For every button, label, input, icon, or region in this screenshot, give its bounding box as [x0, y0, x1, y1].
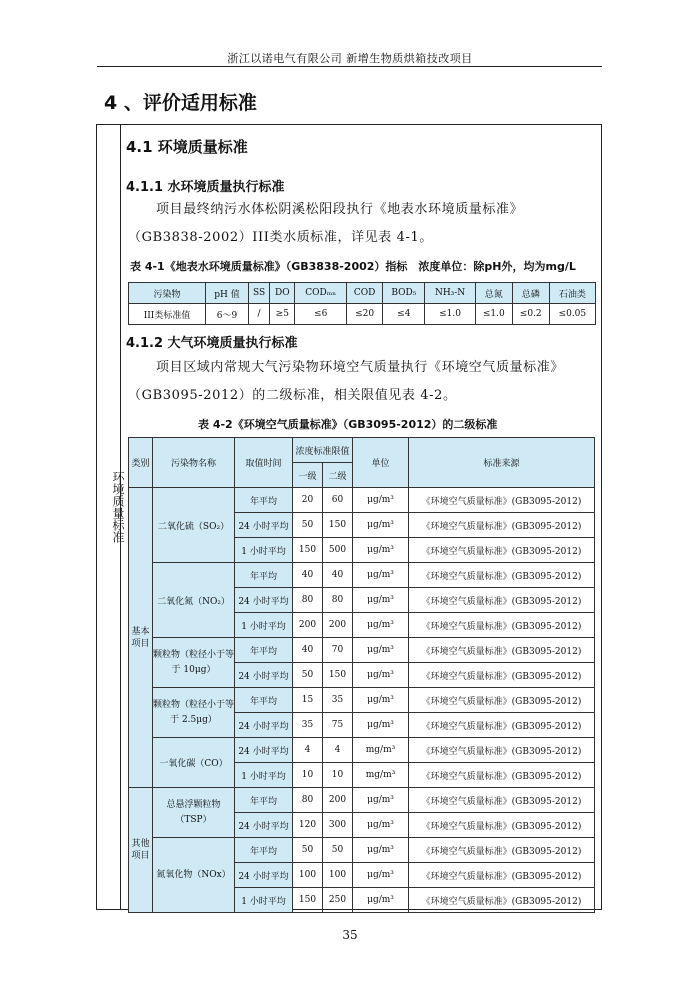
cell: mg/m³: [353, 738, 409, 763]
header-cell: DO: [270, 283, 295, 304]
table-row: [129, 638, 595, 663]
cell: 80: [323, 588, 353, 613]
header-rule: [97, 66, 602, 67]
side-label: 环境质量标准: [111, 471, 125, 543]
cell: 80: [293, 588, 323, 613]
cell: 年平均: [235, 488, 293, 513]
cell: μg/m³: [353, 638, 409, 663]
cell: 24 小时平均: [235, 813, 293, 838]
header-cell: 总磷: [512, 283, 549, 304]
cell: 《环境空气质量标准》(GB3095-2012): [409, 688, 595, 713]
cell: 75: [323, 713, 353, 738]
cell: μg/m³: [353, 663, 409, 688]
cell: 300: [323, 813, 353, 838]
header-cell: BOD₅: [383, 283, 425, 304]
cell: 24 小时平均: [235, 663, 293, 688]
cell: μg/m³: [353, 813, 409, 838]
cell: 70: [323, 638, 353, 663]
header-cell: COD: [346, 283, 382, 304]
header-cell: 石油类: [549, 283, 595, 304]
header-cell: CODₘₙ: [295, 283, 347, 304]
cell: μg/m³: [353, 613, 409, 638]
cell: ≥5: [270, 304, 295, 325]
header-time: 取值时间: [235, 438, 293, 488]
cell: 100: [293, 863, 323, 888]
pollutant-co: 一氧化碳（CO）: [153, 738, 235, 788]
cell: 《环境空气质量标准》(GB3095-2012): [409, 488, 595, 513]
cell: 60: [323, 488, 353, 513]
cell: 150: [323, 663, 353, 688]
header-cell: 污染物: [129, 283, 206, 304]
cell: 《环境空气质量标准》(GB3095-2012): [409, 563, 595, 588]
header-cell: SS: [248, 283, 269, 304]
cell: 年平均: [235, 563, 293, 588]
cell: 《环境空气质量标准》(GB3095-2012): [409, 813, 595, 838]
pollutant-tsp: 总悬浮颗粒物（TSP）: [153, 788, 235, 838]
group-other: 其他项目: [129, 788, 153, 913]
cell: ≤0.2: [512, 304, 549, 325]
header-cell: 总氮: [475, 283, 512, 304]
cell: 《环境空气质量标准》(GB3095-2012): [409, 538, 595, 563]
cell: 《环境空气质量标准》(GB3095-2012): [409, 588, 595, 613]
cell: 《环境空气质量标准》(GB3095-2012): [409, 863, 595, 888]
cell: 年平均: [235, 788, 293, 813]
header-category: 类别: [129, 438, 153, 488]
cell: 24 小时平均: [235, 738, 293, 763]
table-4-1-caption: 表 4-1《地表水环境质量标准》（GB3838-2002）指标 浓度单位：除pH外，均为mg/L: [130, 260, 576, 273]
page-number: 35: [342, 928, 358, 942]
cell: 35: [293, 713, 323, 738]
cell: 200: [323, 788, 353, 813]
heading-4-1-1: 4.1.1 水环境质量执行标准: [126, 180, 285, 195]
table-4-1: [128, 282, 596, 325]
cell: 250: [323, 888, 353, 913]
pollutant-pm10: 颗粒物（粒径小于等于 10μg）: [153, 638, 235, 688]
pollutant-pm25: 颗粒物（粒径小于等于 2.5μg）: [153, 688, 235, 738]
side-column: [97, 125, 125, 909]
header-pollutant: 污染物名称: [153, 438, 235, 488]
cell: 1 小时平均: [235, 613, 293, 638]
cell: ≤1.0: [425, 304, 476, 325]
header-source: 标准来源: [409, 438, 595, 488]
cell: 《环境空气质量标准》(GB3095-2012): [409, 638, 595, 663]
header-limit: 浓度标准限值: [293, 438, 353, 463]
header-cell: pH 值: [206, 283, 249, 304]
table-row: [129, 488, 595, 513]
table-row: [129, 738, 595, 763]
cell: 6～9: [206, 304, 249, 325]
cell: μg/m³: [353, 863, 409, 888]
pollutant-nox: 氮氧化物（NOx）: [153, 838, 235, 913]
cell: 4: [293, 738, 323, 763]
cell: μg/m³: [353, 838, 409, 863]
cell: 50: [293, 513, 323, 538]
cell: 200: [293, 613, 323, 638]
group-basic: 基本项目: [129, 488, 153, 788]
cell: 100: [323, 863, 353, 888]
cell: 1 小时平均: [235, 538, 293, 563]
cell: 120: [293, 813, 323, 838]
cell: μg/m³: [353, 888, 409, 913]
cell: ≤20: [346, 304, 382, 325]
cell: 1 小时平均: [235, 888, 293, 913]
table-row: [129, 563, 595, 588]
cell: 50: [293, 838, 323, 863]
cell: μg/m³: [353, 513, 409, 538]
cell: 《环境空气质量标准》(GB3095-2012): [409, 713, 595, 738]
cell: μg/m³: [353, 688, 409, 713]
table-row: [129, 788, 595, 813]
table-row: [129, 688, 595, 713]
header-unit: 单位: [353, 438, 409, 488]
paragraph-water-line1: 项目最终纳污水体松阴溪松阳段执行《地表水环境质量标准》: [156, 202, 524, 217]
paragraph-air-line2: （GB3095-2012）的二级标准，相关限值见表 4-2。: [128, 388, 457, 403]
cell: 年平均: [235, 688, 293, 713]
cell: 35: [323, 688, 353, 713]
cell: 80: [293, 788, 323, 813]
section-title: 4 、评价适用标准: [104, 92, 257, 114]
cell: μg/m³: [353, 713, 409, 738]
cell: 24 小时平均: [235, 863, 293, 888]
cell: μg/m³: [353, 588, 409, 613]
cell: μg/m³: [353, 563, 409, 588]
heading-4-1: 4.1 环境质量标准: [126, 138, 248, 156]
table-4-2: [128, 437, 595, 913]
cell: 10: [323, 763, 353, 788]
cell: 10: [293, 763, 323, 788]
cell: μg/m³: [353, 538, 409, 563]
header-cell: NH₃-N: [425, 283, 476, 304]
cell: 4: [323, 738, 353, 763]
cell: 《环境空气质量标准》(GB3095-2012): [409, 838, 595, 863]
cell: μg/m³: [353, 788, 409, 813]
header-level-1: 一级: [293, 463, 323, 488]
cell: 150: [293, 888, 323, 913]
paragraph-water-line2: （GB3838-2002）III类水质标准，详见表 4-1。: [128, 230, 433, 245]
cell: 24 小时平均: [235, 713, 293, 738]
cell: 150: [293, 538, 323, 563]
cell: ≤1.0: [475, 304, 512, 325]
cell: 50: [293, 663, 323, 688]
cell: 《环境空气质量标准》(GB3095-2012): [409, 738, 595, 763]
cell: 《环境空气质量标准》(GB3095-2012): [409, 888, 595, 913]
cell: ≤4: [383, 304, 425, 325]
cell: 500: [323, 538, 353, 563]
cell: 24 小时平均: [235, 513, 293, 538]
header-level-2: 二级: [323, 463, 353, 488]
cell: 《环境空气质量标准》(GB3095-2012): [409, 513, 595, 538]
pollutant-no2: 二氧化氮（NO₂）: [153, 563, 235, 638]
cell: 50: [323, 838, 353, 863]
cell: ≤6: [295, 304, 347, 325]
cell: ≤0.05: [549, 304, 595, 325]
cell: 15: [293, 688, 323, 713]
cell: 40: [293, 638, 323, 663]
table-row: [129, 838, 595, 863]
cell: /: [248, 304, 269, 325]
cell: 1 小时平均: [235, 763, 293, 788]
cell: 150: [323, 513, 353, 538]
heading-4-1-2: 4.1.2 大气环境质量执行标准: [126, 336, 298, 351]
paragraph-air-line1: 项目区域内常规大气污染物环境空气质量执行《环境空气质量标准》: [156, 360, 565, 375]
table-header-row: [129, 283, 596, 304]
cell: 40: [293, 563, 323, 588]
cell: 200: [323, 613, 353, 638]
cell: 《环境空气质量标准》(GB3095-2012): [409, 788, 595, 813]
cell: 《环境空气质量标准》(GB3095-2012): [409, 763, 595, 788]
table-header-row: [129, 438, 595, 463]
cell: 20: [293, 488, 323, 513]
table-4-2-caption: 表 4-2《环境空气质量标准》（GB3095-2012）的二级标准: [198, 418, 498, 431]
cell: 年平均: [235, 838, 293, 863]
cell: 年平均: [235, 638, 293, 663]
table-row: [129, 304, 596, 325]
pollutant-so2: 二氧化硫（SO₂）: [153, 488, 235, 563]
cell: 《环境空气质量标准》(GB3095-2012): [409, 613, 595, 638]
page-header: 浙江以诺电气有限公司 新增生物质烘箱技改项目: [227, 52, 473, 65]
cell: 40: [323, 563, 353, 588]
cell: μg/m³: [353, 488, 409, 513]
cell: III类标准值: [129, 304, 206, 325]
cell: 24 小时平均: [235, 588, 293, 613]
cell: 《环境空气质量标准》(GB3095-2012): [409, 663, 595, 688]
cell: mg/m³: [353, 763, 409, 788]
